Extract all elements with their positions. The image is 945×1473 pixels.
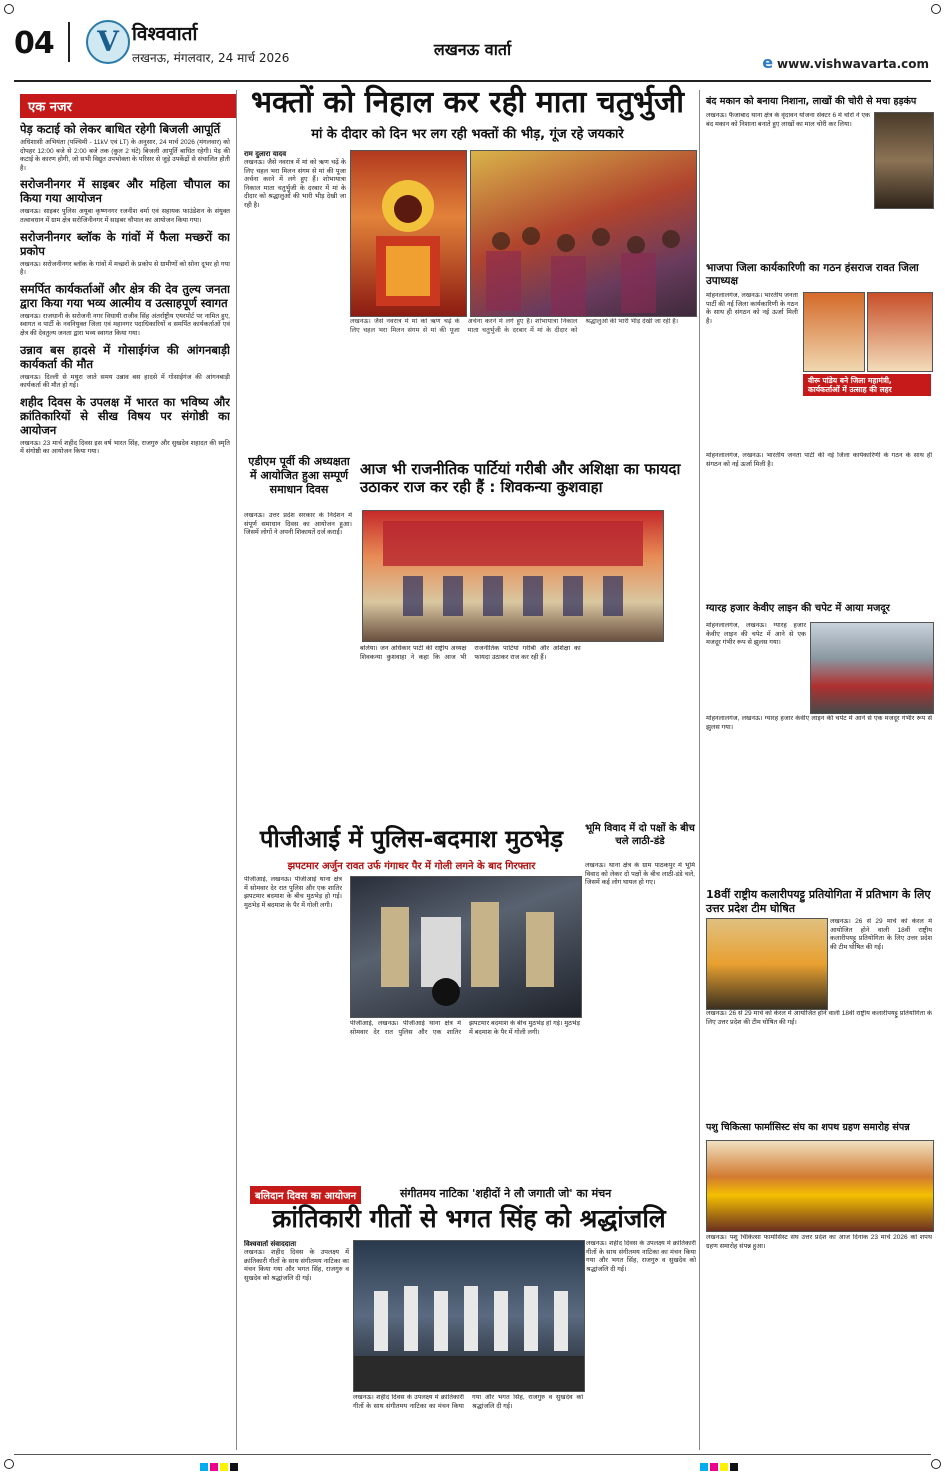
stage-illustration [363,511,663,641]
body-text: पीजीआई, लखनऊ। पीजीआई थाना क्षेत्र में सोमवार देर रात पुलिस और एक शातिर झपटमार बदमाश के बीच मुठभेड़ हो गई। मुठभेड़ में बदमाश के पैर में गोली लगी। [350,1020,580,1036]
registration-mark [4,1459,14,1469]
headline: उन्नाव बस हादसे में गोसाईगंज की आंगनबाड़ी कार्यकर्ता की मौत [20,342,230,371]
subheadline: झपटमार अर्जुन रावत उर्फ गंगाधर पैर में गोली लगने के बाद गिरफ्तार [287,861,536,872]
body-text: लखनऊ। शहीद दिवस के उपलक्ष्य में क्रांतिकारी गीतों के साथ संगीतमय नाटिका का मंचन किया गया और भगत सिंह, राजगुरु व सुखदेव को श्रद्धांजलि दी गई। [244,1249,349,1282]
body-text: मोहनलालगंज, लखनऊ। ग्यारह हजार केवीए लाइन की चपेट में आने से एक मजदूर गंभीर रूप से झुलस गया। [706,622,806,647]
r3-continuation [706,715,932,885]
byline: राम दुलारा यादव [244,150,287,158]
lead-subheadline: मां के दीदार को दिन भर लग रही भक्तों की भीड़, गूंज रहे जयकारे [311,127,624,142]
body-text: लखनऊ। 23 मार्च शहीद दिवस इस वर्ष भारत सिंह, राजगुरु और सुखदेव शहादत की स्मृति में संगोष्ठी का आयोजन किया गया। [20,439,230,456]
performers-illustration [354,1241,584,1391]
headline: समर्पित कार्यकर्ताओं और क्षेत्र की देव तुल्य जनता द्वारा किया गया भव्य आत्मीय व उत्साहपूर्ण स्वागत [20,281,230,310]
brand-name: विश्ववार्ता [132,23,198,45]
headline: बंद मकान को बनाया निशाना, लाखों की चोरी से मचा हड़कंप [706,96,917,107]
devotees-crowd-photo [470,150,697,317]
website-link[interactable] [762,53,929,72]
drama-stage-photo [353,1240,585,1392]
truck-accident-photo [810,622,934,714]
r2-text [706,292,798,452]
body-text: लखनऊ। जैसे नवरात्र में मां को ऋण चढ़ें के लिए चहल भरा मिलन संगम से मां की पूजा अर्चना करने में लगे हुए हैं। शोभायात्रा निकाल माता चतुर्भुजी के दरबार में मां के दीदार को श्रद्धालुओं की भारी भीड़ देखी जा रही है। [244,159,346,209]
body-text: मोहनलालगंज, लखनऊ। भारतीय जनता पार्टी की नई जिला कार्यकारिणी के गठन के साथ ही संगठन को नई ऊर्जा मिली है। [706,452,932,468]
headline: पीजीआई में पुलिस-बदमाश मुठभेड़ [259,825,564,853]
body-text: मोहनलालगंज, लखनऊ। भारतीय जनता पार्टी की नई जिला कार्यकारिणी के गठन के साथ ही संगठन को नई ऊर्जा मिली है। [706,292,798,325]
page-number: 04 [14,26,54,61]
bhagat-continuation [586,1240,696,1450]
headline: 18वीं राष्ट्रीय कलारीपयट्टु प्रतियोगिता में प्रतिभाग के लिए उत्तर प्रदेश टीम घोषित [706,888,931,915]
headline: सरोजनीनगर ब्लॉक के गांवों में फैला मच्छरों का प्रकोप [20,229,230,258]
body-text: अधिशासी अभियंता (पश्चिमी - 11kV एवं LT) के अनुसार, 24 मार्च 2026 (मंगलवार) को दोपहर 12:00 बजे से 2:00 बजे तक (कुल 2 घंटे) बिजली आपूर्ति बाधित रहेगी। पेड़ की कटाई के कारण होगी, जो सभी विद्युत उपभोक्ता के परिसर से जुड़े उपकेंद्रों से संचालित होती है। [20,139,230,172]
r2-continuation [706,452,932,597]
website-text: www.vishwavarta.com [777,57,929,71]
lead-continuation [350,318,695,358]
body-text: लखनऊ। शहीद दिवस के उपलक्ष्य में क्रांतिकारी गीतों के साथ संगीतमय नाटिका का मंचन किया गया और भगत सिंह, राजगुरु व सुखदेव को श्रद्धांजलि दी गई। [353,1394,583,1410]
body-text: लखनऊ। पशु चिकित्सा फार्मासिस्ट संघ उत्तर प्रदेश का आज दिनांक 23 मार्च 2026 को शपथ ग्रहण समारोह संपन्न हुआ। [706,1234,932,1250]
section-title: लखनऊ वार्ता [433,40,512,59]
body-text: लखनऊ। राजधानी के सरोजनी नगर विधायी राजीव सिंह अंतर्राष्ट्रीय एयरपोर्ट पर नामित हुए, स्वागत व पार्टी के नवनियुक्त जिला एवं महानगर पदाधिकारियों व समर्पित कार्यकर्ताओं एवं क्षेत्र की देवतुल्य जनता द्वारा भव्य स्वागत किया गया। [20,312,230,337]
deity-illustration [351,151,466,316]
team-photo [706,918,828,1010]
headline: क्रांतिकारी गीतों से भगत सिंह को श्रद्धांजलि [272,1204,666,1233]
police-illustration [351,877,581,1017]
body-text: लखनऊ। जैसे नवरात्र में मां को ऋण चढ़ें के लिए चहल भरा मिलन संगम से मां की पूजा अर्चना करने में लगे हुए हैं। शोभायात्रा निकाल माता चतुर्भुजी के दरबार में मां के दीदार को श्रद्धालुओं की भारी भीड़ देखी जा रही है। [350,318,679,334]
bhagat-text-column [244,1240,349,1450]
body-text: पीजीआई, लखनऊ। पीजीआई थाना क्षेत्र में सोमवार देर रात पुलिस और एक शातिर झपटमार बदमाश के बीच मुठभेड़ हो गई। मुठभेड़ में बदमाश के पैर में गोली लगी। [244,876,342,909]
column-rule [236,90,237,1450]
body-text: लखनऊ। 26 से 29 मार्च को केरल में आयोजित होने वाली 18वीं राष्ट्रीय कलारीपयट्टु प्रतियोगिता के लिए उत्तर प्रदेश की टीम घोषित की गई। [830,918,932,951]
byline: विश्ववार्ता संवाददाता [244,1240,297,1248]
pgi-continuation [350,1020,580,1180]
body-text: लखनऊ। फैजाबाद थाना क्षेत्र के वृंदावन योजना सेक्टर 6 में चोरों ने एक बंद मकान को निशाना बनाते हुए लाखों का माल चोरी कर लिया। [706,112,870,128]
r1-text [706,112,870,262]
headline: एडीएम पूर्वी की अध्यक्षता में आयोजित हुआ सम्पूर्ण समाधान दिवस [248,455,350,496]
headline: आज भी राजनीतिक पार्टियां गरीबी और अशिक्षा का फायदा उठाकर राज कर रही हैं : शिवकन्या कुशवाहा [360,460,681,496]
shivkanya-text [360,645,695,820]
body-text: लखनऊ। 26 से 29 मार्च को केरल में आयोजित होने वाली 18वीं राष्ट्रीय कलारीपयट्टु प्रतियोगिता के लिए उत्तर प्रदेश की टीम घोषित की गई। [706,1010,932,1026]
headline: शहीद दिवस के उपलक्ष में भारत का भविष्य और क्रांतिकारियों से सीख विषय पर संगोष्ठी का आयोजन [20,394,230,437]
tag-badge: बलिदान दिवस का आयोजन [250,1186,361,1204]
body-text: लखनऊ। सरोजनीनगर ब्लॉक के गांवों में मच्छरों के प्रकोप से ग्रामीणों को सोना दूभर हो गया है। [20,260,230,277]
r4-text [830,918,932,1008]
bhagat-continuation [353,1394,583,1450]
burglary-photo [874,112,934,209]
body-text: लखनऊ। साइबर पुलिस अयूबा कृष्णनगर रजनीश वर्मा एवं सहायक फाउंडेशन के संयुक्त तत्वावधान में ग्राम क्षेत्र सरोजिनीनगर में साइबर चौपाल का आयोजन किया गया। [20,208,230,224]
tagline: संगीतमय नाटिका 'शहीदों ने लौ जगाती जो' का मंचन [400,1187,612,1200]
headline: भाजपा जिला कार्यकारिणी का गठन हंसराज रावत जिला उपाध्यक्ष [706,262,919,287]
official-portrait-photo [803,292,865,372]
body-text: लखनऊ। थाना क्षेत्र के ग्राम पाठकपुर में भूमि विवाद को लेकर दो पक्षों के बीच लाठी-डंडे चले, जिसमें कई लोग घायल हो गए। [585,862,695,887]
pgi-text-column [244,876,342,1181]
lead-text-column [244,150,346,475]
globe-icon: e [762,53,774,72]
masthead [0,0,945,80]
police-encounter-photo [350,876,582,1018]
photo-caption: वीरू पांडेय बने जिला महामंत्री, कार्यकर्ताओं में उत्साह की लहर [803,374,931,396]
headline: सरोजनीनगर में साइबर और महिला चौपाल का किया गया आयोजन [20,177,230,206]
bhoomi-text [585,862,695,1182]
column-rule [699,90,700,1450]
registration-mark [931,1459,941,1469]
shivkanya-event-photo [362,510,664,642]
body-text: मोहनलालगंज, लखनऊ। ग्यारह हजार केवीए लाइन की चपेट में आने से एक मजदूर गंभीर रूप से झुलस गया। [706,715,932,731]
body-text: लखनऊ। उत्तर प्रदेश सरकार के निर्देशन में संपूर्ण समाधान दिवस का आयोजन हुआ। जिसमें लोगों ने अपनी शिकायतें दर्ज कराईं। [244,512,352,537]
headline: पशु चिकित्सा फार्मासिस्ट संघ का शपथ ग्रहण समारोह संपन्न [706,1122,910,1133]
goddess-photo [350,150,467,317]
headline: पेड़ कटाई को लेकर बाधित रहेगी बिजली आपूर्ति [20,122,221,136]
lead-headline: भक्तों को निहाल कर रही माता चतुर्भुजी [250,85,685,120]
section-label: एक नजर [20,94,236,118]
brand-logo-icon: V [86,20,130,64]
left-column [20,118,230,1453]
r4-continuation [706,1010,932,1120]
dateline: लखनऊ, मंगलवार, 24 मार्च 2026 [132,51,290,65]
body-text: लखनऊ। शहीद दिवस के उपलक्ष्य में क्रांतिकारी गीतों के साथ संगीतमय नाटिका का मंचन किया गया और भगत सिंह, राजगुरु व सुखदेव को श्रद्धांजलि दी गई। [586,1240,696,1273]
body-text: लखनऊ। दिल्ली से मथुरा जाते समय उन्नाव बस हादसे में गोसाईगंज की आंगनबाड़ी कार्यकर्ता की मौत हो गई। [20,373,230,390]
r3-text [706,622,806,712]
header-rule [14,80,931,82]
crowd-illustration [471,151,696,316]
r5-text [706,1234,932,1450]
headline: भूमि विवाद में दो पक्षों के बीच चले लाठी-डंडे [585,823,695,847]
admpurv-text [244,512,352,817]
body-text: बलिया। जन अधिकार पार्टी की राष्ट्रीय अध्यक्ष शिवकन्या कुशवाहा ने कहा कि आज भी राजनीतिक पार्टियां गरीबी और अशिक्षा का फायदा उठाकर राज कर रही हैं। [360,645,581,661]
headline: ग्यारह हजार केवीए लाइन की चपेट में आया मजदूर [706,603,890,614]
ceremony-photo [706,1140,934,1232]
official-portrait-photo [867,292,933,372]
footer-rule [14,1454,931,1455]
